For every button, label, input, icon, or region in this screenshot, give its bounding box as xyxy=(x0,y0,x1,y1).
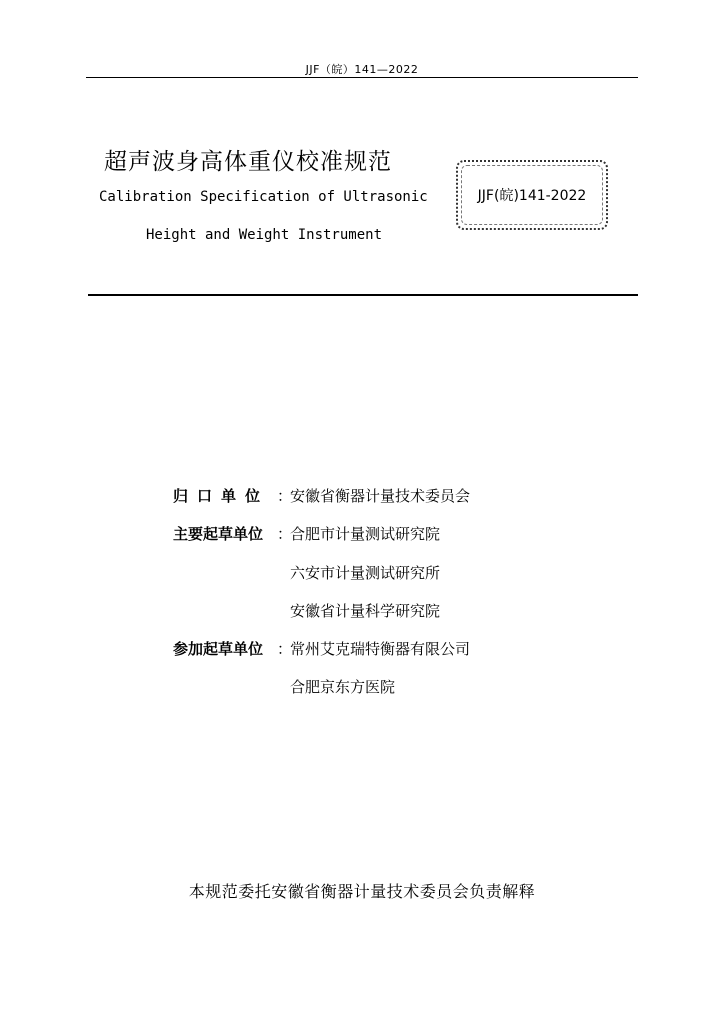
participating-drafting-label: 参加起草单位 xyxy=(173,640,264,658)
specification-code: JJF(皖)141-2022 xyxy=(477,188,587,204)
specification-code-box xyxy=(456,160,608,230)
participating-unit-1: 常州艾克瑞特衡器有限公司 xyxy=(290,640,471,658)
responsible-unit-value: 安徽省衡器计量技术委员会 xyxy=(290,487,471,505)
title-divider xyxy=(88,294,638,296)
participating-drafting-colon: ： xyxy=(277,640,293,658)
main-drafting-unit-1: 合肥市计量测试研究院 xyxy=(290,525,441,543)
responsible-unit-colon: ： xyxy=(277,487,293,505)
main-drafting-unit-3: 安徽省计量科学研究院 xyxy=(290,602,441,620)
header-rule xyxy=(86,77,638,78)
main-drafting-colon: ： xyxy=(277,525,293,543)
title-chinese: 超声波身高体重仪校准规范 xyxy=(104,149,392,175)
title-english-line2: Height and Weight Instrument xyxy=(146,227,383,243)
main-drafting-unit-2: 六安市计量测试研究所 xyxy=(290,564,441,582)
interpretation-note: 本规范委托安徽省衡器计量技术委员会负责解释 xyxy=(188,882,536,901)
participating-unit-2: 合肥京东方医院 xyxy=(290,678,396,696)
main-drafting-label: 主要起草单位 xyxy=(173,525,264,543)
title-english-line1: Calibration Specification of Ultrasonic xyxy=(99,189,428,205)
responsible-unit-label: 归口单位 xyxy=(173,487,270,505)
running-header-code: JJF（皖）141—2022 xyxy=(305,63,419,76)
